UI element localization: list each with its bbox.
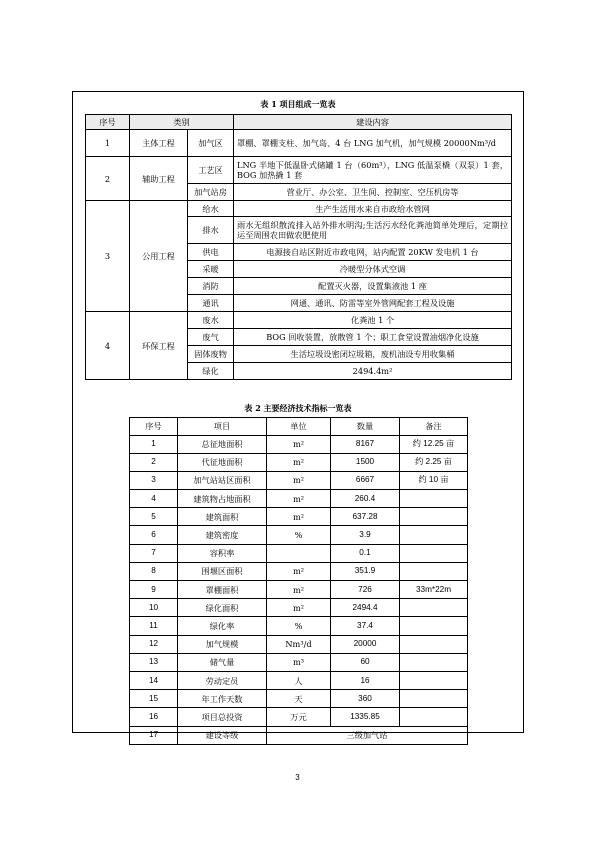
header-no: 序号 <box>86 115 130 130</box>
table-row-item: 建筑面积 <box>178 508 267 526</box>
row-content: BOG 回收装置，放散管 1 个；职工食堂设置油烟净化设施 <box>234 329 512 346</box>
table-row-item: 总征地面积 <box>178 435 267 453</box>
table-row-item: 项目总投资 <box>178 708 267 726</box>
row-no: 1 <box>86 130 130 157</box>
row-content: 雨水无组织散流排入站外排水明沟;生活污水经化粪池简单处理后，定期拉运至周围农田做农肥使用 <box>234 217 512 244</box>
row-subcategory: 消防 <box>188 278 234 295</box>
table1-caption: 表 1 项目组成一览表 <box>260 99 336 109</box>
table-row <box>130 653 468 671</box>
table-row <box>130 562 468 580</box>
table-row-unit: m² <box>267 599 331 617</box>
table-row-unit: 人 <box>267 671 331 689</box>
table-row <box>130 708 468 726</box>
table-row <box>130 526 468 544</box>
table-row-item: 加气站站区面积 <box>178 471 267 489</box>
table-row-no: 13 <box>130 653 178 671</box>
project-composition-table <box>85 114 512 380</box>
table-row-no: 11 <box>130 617 178 635</box>
table-row-unit: m² <box>267 453 331 471</box>
table2-caption: 表 2 主要经济技术指标一览表 <box>244 403 352 413</box>
table-row-quantity: 3.9 <box>331 526 400 544</box>
table-row-remark <box>400 599 468 617</box>
row-no: 3 <box>86 201 130 312</box>
row-category: 公用工程 <box>130 201 188 312</box>
table-row-no: 8 <box>130 562 178 580</box>
row-category: 环保工程 <box>130 312 188 380</box>
table-row-quantity: 0.1 <box>331 544 400 562</box>
table-row-item: 建筑物占地面积 <box>178 490 267 508</box>
table-row-remark <box>400 562 468 580</box>
header-remark: 备注 <box>400 418 468 436</box>
table-row-unit <box>267 544 331 562</box>
row-no: 4 <box>86 312 130 380</box>
table-row-no: 12 <box>130 635 178 653</box>
row-content: LNG 半地下低温卧式储罐 1 台（60m³），LNG 低温泵橇（双泵）1 套，BOG 加热撬 1 套 <box>234 157 512 184</box>
table-row-value: 三级加气站 <box>267 726 468 744</box>
table-row-quantity: 260.4 <box>331 490 400 508</box>
table-row-no: 15 <box>130 690 178 708</box>
row-subcategory: 采暖 <box>188 261 234 278</box>
table-row-unit: m² <box>267 435 331 453</box>
row-content: 生活垃圾设密闭垃圾箱，废机油设专用收集桶 <box>234 346 512 363</box>
table-row-item: 容积率 <box>178 544 267 562</box>
row-content: 营业厅、办公室、卫生间、控制室、空压机房等 <box>234 184 512 201</box>
table-row-quantity: 2494.4 <box>331 599 400 617</box>
row-content: 化粪池 1 个 <box>234 312 512 329</box>
table-row-no: 14 <box>130 671 178 689</box>
row-content: 生产生活用水来自市政给水管网 <box>234 201 512 217</box>
table-row <box>130 435 468 453</box>
table-row <box>130 635 468 653</box>
table-row-quantity: 60 <box>331 653 400 671</box>
row-content: 电源接自站区附近市政电网，站内配置 20KW 发电机 1 台 <box>234 244 512 261</box>
row-no: 2 <box>86 157 130 201</box>
table-row-item: 围堰区面积 <box>178 562 267 580</box>
table-row-remark <box>400 544 468 562</box>
table-row <box>130 453 468 471</box>
table-row-quantity: 1335.85 <box>331 708 400 726</box>
table-row-remark <box>400 526 468 544</box>
table-row-no: 3 <box>130 471 178 489</box>
row-subcategory: 供电 <box>188 244 234 261</box>
table-row <box>130 599 468 617</box>
table-row-item: 绿化率 <box>178 617 267 635</box>
table-row-item: 代征地面积 <box>178 453 267 471</box>
table-row-unit: m² <box>267 471 331 489</box>
table-row-remark <box>400 617 468 635</box>
table-row <box>130 490 468 508</box>
page-number: 3 <box>295 773 300 782</box>
table-row-no: 17 <box>130 726 178 744</box>
table-row-quantity: 351.9 <box>331 562 400 580</box>
row-subcategory: 加气站房 <box>188 184 234 201</box>
table-row-quantity: 6667 <box>331 471 400 489</box>
row-content: 配置灭火器，设置集液池 1 座 <box>234 278 512 295</box>
table-row-item: 劳动定员 <box>178 671 267 689</box>
header-unit: 单位 <box>267 418 331 436</box>
table-row-remark: 约 10 亩 <box>400 471 468 489</box>
row-subcategory: 固体废物 <box>188 346 234 363</box>
row-subcategory: 绿化 <box>188 363 234 380</box>
table-row-remark <box>400 508 468 526</box>
table-row-no: 4 <box>130 490 178 508</box>
table-row-unit: 天 <box>267 690 331 708</box>
table-row-no: 9 <box>130 581 178 599</box>
table-row-item: 绿化面积 <box>178 599 267 617</box>
table-row-no: 16 <box>130 708 178 726</box>
row-content: 冷暖型分体式空调 <box>234 261 512 278</box>
header-quantity: 数量 <box>331 418 400 436</box>
table-row-unit: m² <box>267 490 331 508</box>
table-row-remark: 33m*22m <box>400 581 468 599</box>
row-category: 主体工程 <box>130 130 188 157</box>
table-row-remark <box>400 490 468 508</box>
table-row-quantity: 8167 <box>331 435 400 453</box>
table-row-unit: 万元 <box>267 708 331 726</box>
table-row-unit: m² <box>267 581 331 599</box>
table-row-quantity: 360 <box>331 690 400 708</box>
table-row-item: 储气量 <box>178 653 267 671</box>
indicators-body <box>130 435 468 726</box>
table-row-item: 年工作天数 <box>178 690 267 708</box>
table-row-item: 罩棚面积 <box>178 581 267 599</box>
table-row-no: 6 <box>130 526 178 544</box>
header-no: 序号 <box>130 418 178 436</box>
header-content: 建设内容 <box>234 115 512 130</box>
row-content: 网通、通讯、防雷等室外管网配套工程及设施 <box>234 295 512 312</box>
table-row-quantity: 1500 <box>331 453 400 471</box>
table-row-unit: % <box>267 526 331 544</box>
table-row-remark: 约 12.25 亩 <box>400 435 468 453</box>
table-row-unit: Nm³/d <box>267 635 331 653</box>
table-row-remark <box>400 653 468 671</box>
table-row <box>130 471 468 489</box>
table-row-no: 2 <box>130 453 178 471</box>
table-row-quantity: 37.4 <box>331 617 400 635</box>
table-row-item: 建设等级 <box>178 726 267 744</box>
table-row-remark: 约 2.25 亩 <box>400 453 468 471</box>
table-row-remark <box>400 635 468 653</box>
row-subcategory: 加气区 <box>188 130 234 157</box>
table-row-unit: m² <box>267 508 331 526</box>
table-row-unit: m³ <box>267 653 331 671</box>
table-row-remark <box>400 708 468 726</box>
header-category: 类别 <box>130 115 234 130</box>
table-row <box>130 544 468 562</box>
table-row-remark <box>400 690 468 708</box>
table-row-item: 建筑密度 <box>178 526 267 544</box>
row-subcategory: 通讯 <box>188 295 234 312</box>
table-row-no: 1 <box>130 435 178 453</box>
row-content: 罩棚、罩棚支柱、加气岛、4 台 LNG 加气机，加气规模 20000Nm³/d <box>234 130 512 157</box>
row-subcategory: 工艺区 <box>188 157 234 184</box>
row-subcategory: 废气 <box>188 329 234 346</box>
row-subcategory: 废水 <box>188 312 234 329</box>
table-row-no: 5 <box>130 508 178 526</box>
table-row-quantity: 20000 <box>331 635 400 653</box>
row-category: 辅助工程 <box>130 157 188 201</box>
table-row-no: 7 <box>130 544 178 562</box>
table-row <box>130 581 468 599</box>
table-row-quantity: 726 <box>331 581 400 599</box>
economic-indicators-table <box>129 417 468 745</box>
row-content: 2494.4m² <box>234 363 512 380</box>
row-subcategory: 排水 <box>188 217 234 244</box>
header-item: 项目 <box>178 418 267 436</box>
table-row-quantity: 16 <box>331 671 400 689</box>
table-row <box>130 617 468 635</box>
table-row-remark <box>400 671 468 689</box>
table-row-quantity: 637.28 <box>331 508 400 526</box>
table-row <box>130 690 468 708</box>
row-subcategory: 给水 <box>188 201 234 217</box>
table-row-unit: % <box>267 617 331 635</box>
table-row <box>130 671 468 689</box>
table-row-no: 10 <box>130 599 178 617</box>
table-row <box>130 508 468 526</box>
table-row-item: 加气规模 <box>178 635 267 653</box>
table-row-unit: m² <box>267 562 331 580</box>
